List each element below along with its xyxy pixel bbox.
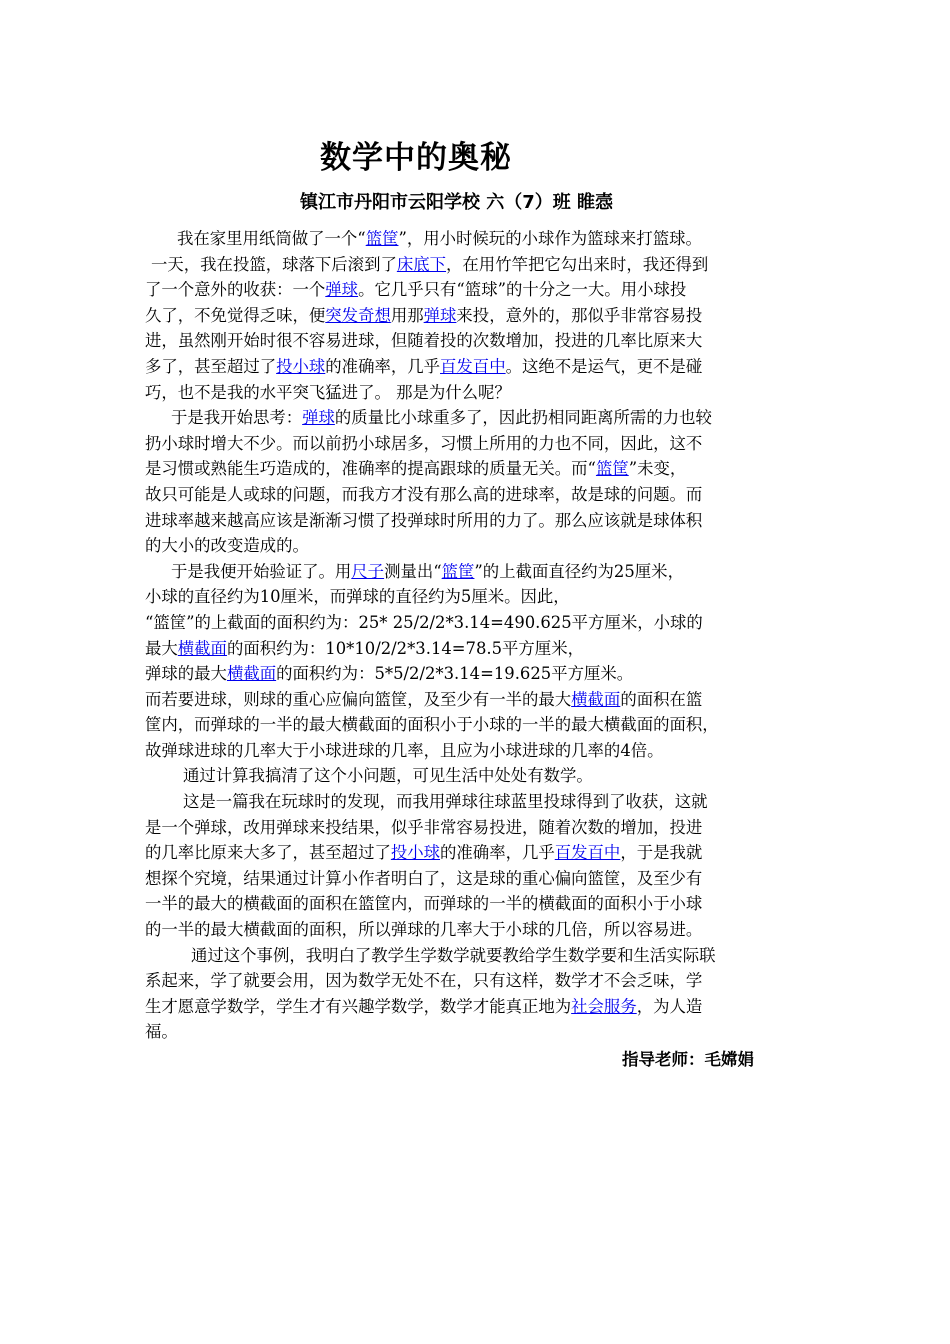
body-text: ”，用小时候玩的小球作为篮球来打篮球。 — [398, 229, 702, 248]
body-text: 我在家里用纸筒做了一个“ — [177, 229, 366, 248]
body-line — [145, 226, 815, 252]
author-line: 镇江市丹阳市云阳学校 六（7）班 睢悫 — [300, 192, 614, 213]
hyperlink[interactable]: 弹球 — [423, 305, 457, 325]
body-text: 的面积在篮 — [620, 689, 703, 709]
body-text: 于是我便开始验证了。用 — [171, 561, 352, 581]
body-line — [145, 405, 815, 431]
body-text: 一天，我在投篮，球落下后滚到了 — [151, 254, 397, 274]
hyperlink[interactable]: 弹球 — [302, 408, 335, 428]
body-line — [145, 687, 815, 713]
body-line — [145, 328, 815, 354]
hyperlink[interactable]: 百发百中 — [554, 843, 621, 863]
body-text: ，为人造 — [636, 996, 703, 1016]
body-text: 的质量比小球重多了，因此扔相同距离所需的力也较 — [334, 408, 712, 428]
body-text: 的面积约为：10*10/2/2*3.14=78.5平方厘米， — [226, 638, 584, 658]
body-line — [145, 277, 815, 303]
body-text: 是一个弹球，改用弹球来投结果，似乎非常容易投进，随着次数的增加，投进 — [145, 817, 703, 837]
body-text: 进球率越来越高应该是渐渐习惯了投弹球时所用的力了。那么应该就是球体积 — [145, 510, 703, 530]
hyperlink[interactable]: 投小球 — [276, 356, 326, 376]
body-text: 于是我开始思考： — [171, 408, 303, 428]
body-text: 用那 — [390, 305, 424, 325]
body-text: 想探个究境，结果通过计算小作者明白了，这是球的重心偏向篮筐，及至少有 — [145, 868, 703, 888]
body-line — [145, 508, 815, 534]
body-text: ，于是我就 — [620, 843, 703, 863]
body-line — [145, 815, 815, 841]
body-text: “篮筐”的上截面的面积约为：25* 25/2/2*3.14=490.625平方厘米，小球的 — [145, 612, 703, 632]
hyperlink[interactable]: 社会服务 — [571, 996, 637, 1016]
body-text: 故弹球进球的几率大于小球进球的几率，且应为小球进球的几率的4倍。 — [145, 740, 664, 760]
body-text: 进，虽然刚开始时很不容易进球，但随着投的次数增加，投进的几率比原来大 — [145, 331, 703, 351]
body-line — [145, 1019, 815, 1045]
body-line — [145, 533, 815, 559]
hyperlink[interactable]: 弹球 — [325, 280, 359, 300]
body-text: 这是一篇我在玩球时的发现，而我用弹球往球蓝里投球得到了收获，这就 — [183, 792, 708, 812]
body-text: 的面积约为：5*5/2/2*3.14=19.625平方厘米。 — [276, 664, 634, 684]
hyperlink[interactable]: 投小球 — [390, 843, 441, 863]
body-text: 系起来，学了就要会用，因为数学无处不在，只有这样，数学才不会乏味，学 — [145, 971, 703, 991]
body-text: 测量出“ — [384, 561, 442, 581]
body-text: ”未变， — [628, 459, 687, 479]
body-line — [145, 968, 815, 994]
body-line — [145, 712, 815, 738]
body-line — [145, 636, 815, 662]
hyperlink[interactable]: 尺子 — [351, 561, 385, 581]
body-text: 的一半的最大横截面的面积，所以弹球的几率大于小球的几倍，所以容易进。 — [145, 920, 703, 940]
signature-line: 指导老师：毛嫦娟 — [622, 1050, 754, 1069]
body-text: 通过计算我搞清了这个小问题，可见生活中处处有数学。 — [183, 766, 593, 786]
body-text: 巧，也不是我的水平突飞猛进了。 那是为什么呢？ — [145, 382, 511, 402]
hyperlink[interactable]: 篮筐 — [441, 561, 475, 581]
body-text: 的准确率，几乎 — [325, 356, 441, 376]
body-text: 来投，意外的，那似乎非常容易投 — [456, 305, 703, 325]
hyperlink[interactable]: 突发奇想 — [325, 305, 391, 325]
hyperlink[interactable]: 床底下 — [396, 254, 447, 274]
body-text: 是习惯或熟能生巧造成的，准确率的提高跟球的质量无关。而“ — [145, 459, 596, 479]
body-text: 了一个意外的收获：一个 — [145, 280, 326, 300]
body-text: 通过这个事例，我明白了教学生学数学就要教给学生数学要和生活实际联 — [191, 945, 716, 965]
body-text: 扔小球时增大不少。而以前扔小球居多，习惯上所用的力也不同，因此，这不 — [145, 433, 703, 453]
body-text: 的大小的改变造成的。 — [145, 536, 309, 556]
body-line — [145, 431, 815, 457]
hyperlink[interactable]: 百发百中 — [440, 356, 506, 376]
body-text: 弹球的最大 — [145, 664, 227, 684]
body-text: 的几率比原来大多了，甚至超过了 — [145, 843, 391, 863]
body-text: ，在用竹竿把它勾出来时，我还得到 — [446, 254, 709, 274]
body-line — [145, 303, 815, 329]
body-line — [145, 840, 815, 866]
body-text: 。这绝不是运气，更不是碰 — [505, 356, 703, 376]
hyperlink[interactable]: 篮筐 — [365, 229, 399, 248]
body-line — [145, 584, 815, 610]
body-line — [145, 354, 815, 380]
body-line — [145, 891, 815, 917]
body-text: 福。 — [145, 1022, 178, 1042]
body-text: 多了，甚至超过了 — [145, 356, 277, 376]
body-line — [145, 482, 815, 508]
body-line — [145, 610, 815, 636]
hyperlink[interactable]: 篮筐 — [595, 459, 629, 479]
body-text: 一半的最大的横截面的面积在篮筐内，而弹球的一半的横截面的面积小于小球 — [145, 894, 703, 914]
article-body — [145, 226, 815, 1045]
document-title: 数学中的奥秘 — [320, 140, 512, 176]
body-line — [145, 559, 815, 585]
body-text: 。它几乎只有“篮球”的十分之一大。用小球投 — [358, 280, 687, 300]
body-line — [145, 789, 815, 815]
body-line — [145, 252, 815, 278]
body-text: 生才愿意学数学，学生才有兴趣学数学，数学才能真正地为 — [145, 996, 572, 1016]
body-line — [145, 661, 815, 687]
body-line — [145, 866, 815, 892]
body-line — [145, 917, 815, 943]
body-line — [145, 763, 815, 789]
hyperlink[interactable]: 横截面 — [177, 638, 227, 658]
body-line — [145, 380, 815, 406]
body-line — [145, 456, 815, 482]
body-line — [145, 994, 815, 1020]
body-text: 的准确率，几乎 — [440, 843, 555, 863]
body-text: 久了，不免觉得乏味，便 — [145, 305, 326, 325]
body-line — [145, 738, 815, 764]
body-text: 小球的直径约为10厘米，而弹球的直径约为5厘米。因此， — [145, 587, 570, 607]
hyperlink[interactable]: 横截面 — [226, 664, 277, 684]
hyperlink[interactable]: 横截面 — [571, 689, 621, 709]
body-text: 而若要进球，则球的重心应偏向篮筐，及至少有一半的最大 — [145, 689, 572, 709]
body-text: ”的上截面直径约为25厘米， — [474, 561, 684, 581]
body-text: 筐内，而弹球的一半的最大横截面的面积小于小球的一半的最大横截面的面积， — [145, 715, 719, 735]
body-text: 最大 — [145, 638, 178, 658]
body-text: 故只可能是人或球的问题，而我方才没有那么高的进球率，故是球的问题。而 — [145, 484, 703, 504]
body-line — [145, 943, 815, 969]
